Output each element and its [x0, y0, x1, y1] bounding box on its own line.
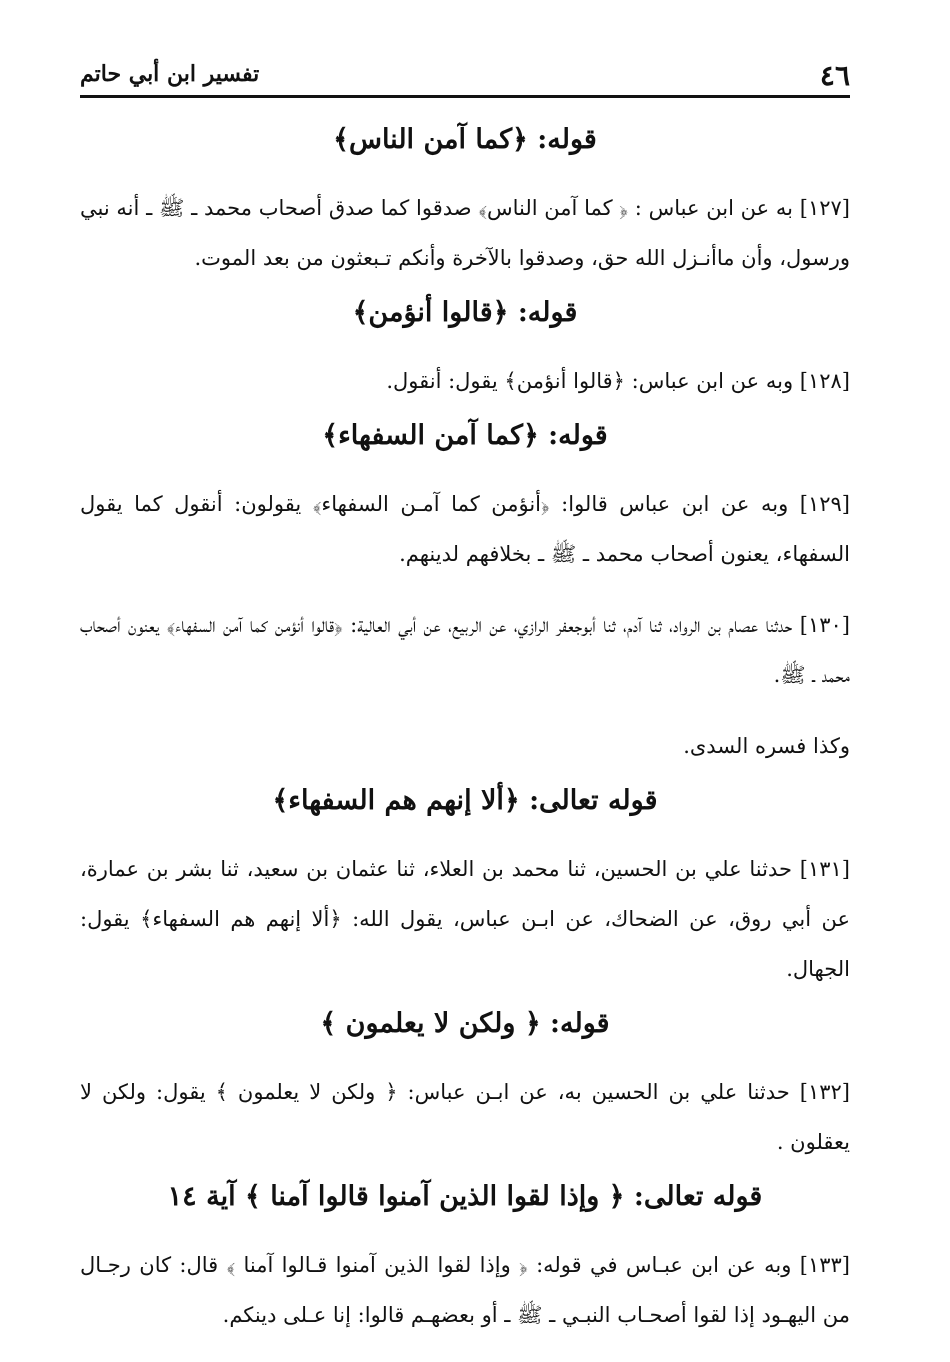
- paragraph: [١٣٠] حدثنا عصام بن الرواد، ثنا آدم، ثنا أبوجعفر الرازي، عن الربيع، عن أبي العالية: ﴿قالوا أنؤمن كما آمن السفهاء﴾ يعنون أصحاب محمد ـ ﷺ.: [80, 613, 850, 687]
- page-body: [80, 110, 850, 1344]
- paragraph: [١٣٢] حدثنا علي بن الحسين به، عن ابـن عباس: ﴿ ولكن لا يعلمون ﴾ يقول: ولكن لا يعقلون .: [80, 1080, 850, 1154]
- paragraph: [١٣١] حدثنا علي بن الحسين، ثنا محمد بن العلاء، ثنا عثمان بن سعيد، ثنا بشر بن عمارة، عن أبي روق، عن الضحاك، عن ابـن عباس، يقول الله: ﴿ألا إنهم هم السفهاء﴾ يقول: الجهال.: [80, 857, 850, 981]
- paragraph: [١٢٨] وبه عن ابن عباس: ﴿قالوا أنؤمن﴾ يقول: أنقول.: [386, 369, 850, 393]
- page-header: [80, 55, 850, 98]
- section-heading: قوله: ﴿قالوا أنؤمن﴾: [352, 297, 578, 328]
- paragraph: [١٢٧] به عن ابن عباس : ﴿ كما آمن الناس﴾ صدقوا كما صدق أصحاب محمد ـ ﷺ ـ أنه نبي ورسول، وأن ماأنـزل الله حق، وصدقوا بالآخرة وأنكم تـبعثون من بعد الموت.: [80, 196, 850, 270]
- section-heading: قوله: ﴿كما آمن الناس﴾: [333, 124, 597, 155]
- paragraph: وكذا فسره السدى.: [683, 734, 850, 758]
- section-heading: قوله تعالى: ﴿ألا إنهم هم السفهاء﴾: [272, 785, 658, 816]
- paragraph: [١٣٣] وبه عن ابن عبـاس في قوله: ﴿ وإذا لقوا الذين آمنوا قـالوا آمنا ﴾ قال: كان رجـال من اليهـود إذا لقوا أصحـاب النبـي ـ ﷺ ـ أو بعضهـم قالوا: إنا عـلى دينكم.: [80, 1253, 850, 1327]
- running-title: تفسير ابن أبي حاتم: [80, 61, 260, 87]
- paragraph: [١٢٩] وبه عن ابن عباس قالوا: ﴿أنؤمن كما آمـن السفهاء﴾ يقولون: أنقول كما يقول السفهاء، يعنون أصحاب محمد ـ ﷺ ـ بخلافهم لدينهم.: [80, 492, 850, 566]
- section-heading: قوله: ﴿ ولكن لا يعلمون ﴾: [320, 1008, 610, 1039]
- section-heading: قوله: ﴿كما آمن السفهاء﴾: [322, 420, 608, 451]
- page-number: ٤٦: [819, 59, 850, 92]
- section-heading: قوله تعالى: ﴿ وإذا لقوا الذين آمنوا قالوا آمنا ﴾ آية ١٤: [167, 1181, 763, 1212]
